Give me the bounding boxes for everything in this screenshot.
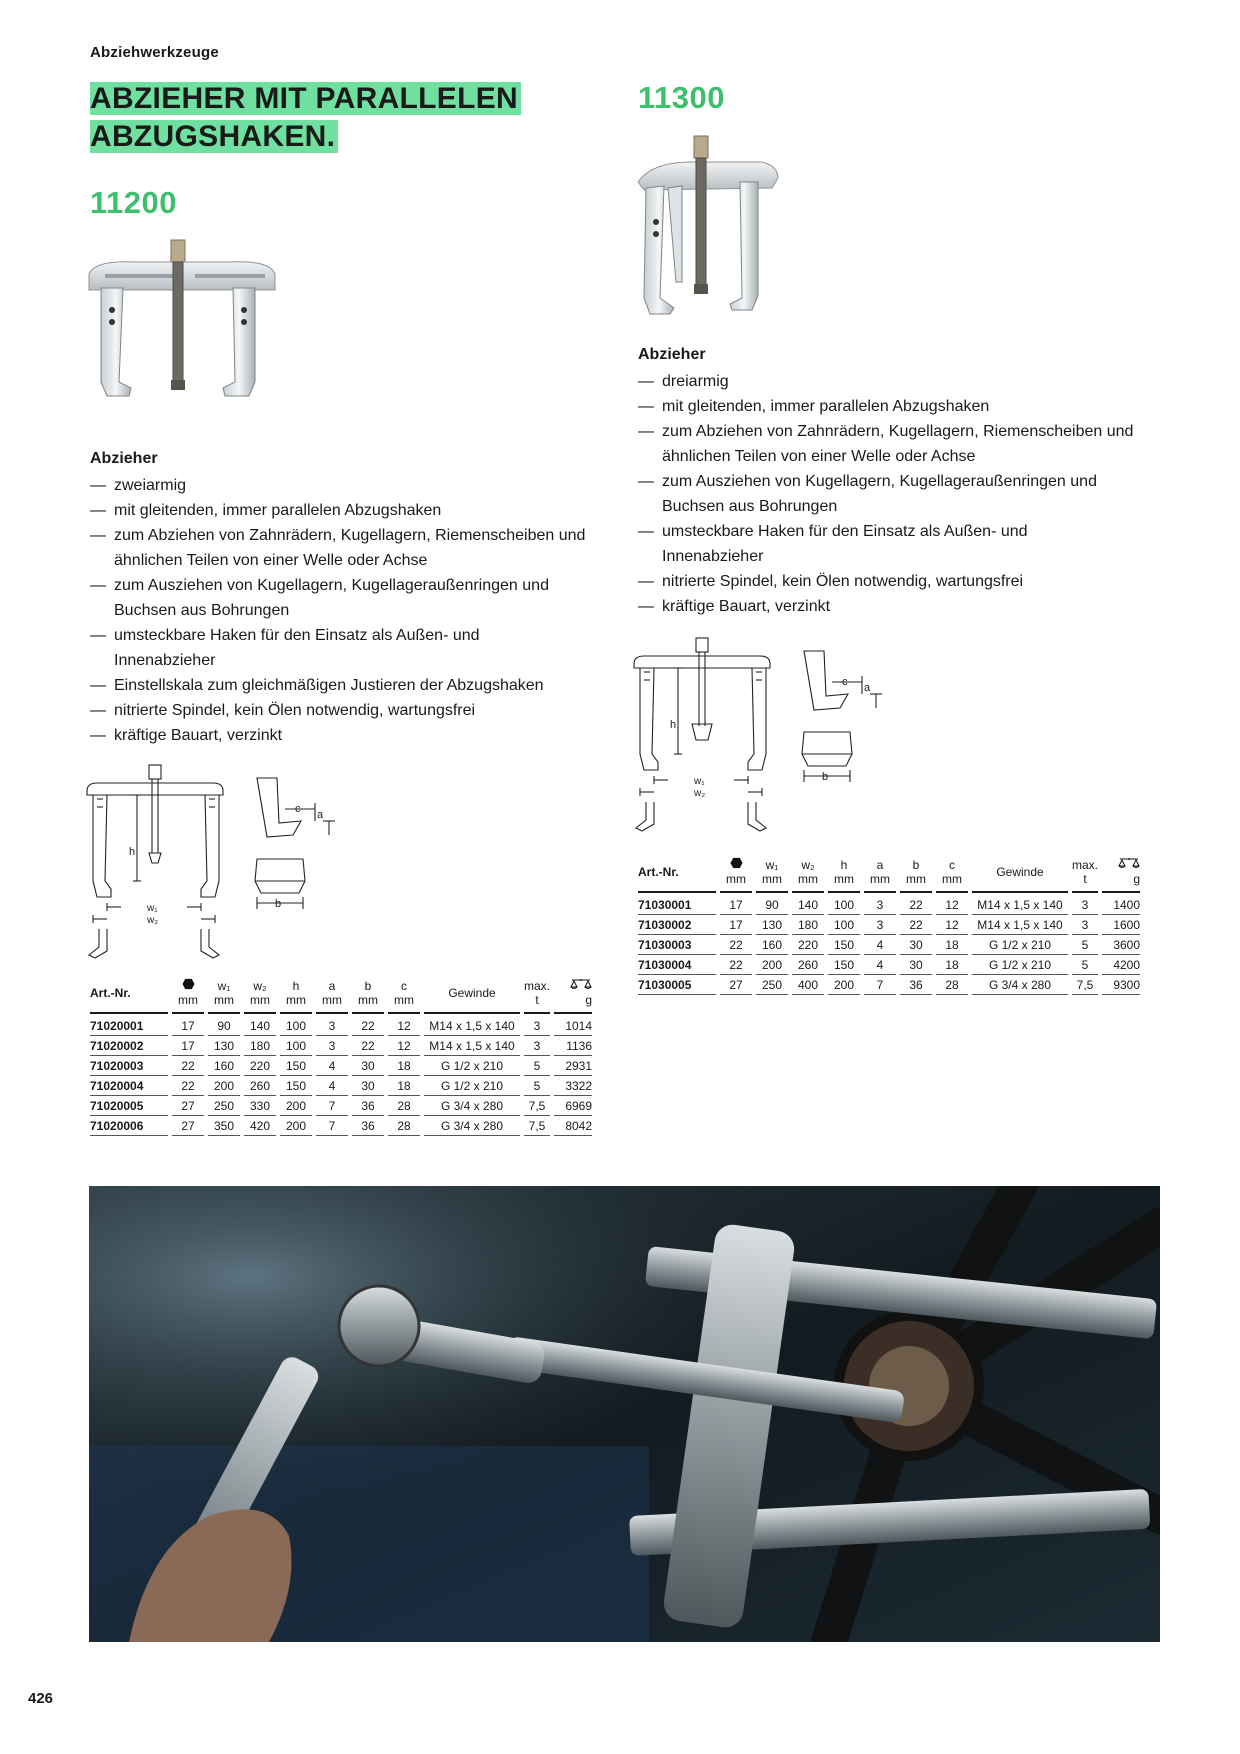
table-cell: 220 [792, 935, 824, 955]
table-cell: 90 [756, 893, 788, 915]
col-c: c mm [388, 978, 420, 1014]
spec-table-11200 [86, 978, 596, 1136]
table-cell: 7,5 [524, 1096, 550, 1116]
table-cell: M14 x 1,5 x 140 [424, 1036, 520, 1056]
col-weight: g [554, 978, 592, 1014]
table-cell: 28 [388, 1096, 420, 1116]
table-cell: 36 [352, 1116, 384, 1136]
col-h: h mm [280, 978, 312, 1014]
table-cell: 100 [280, 1014, 312, 1036]
article-number-cell: 71030002 [638, 915, 716, 935]
product-heading-11200: Abzieher [90, 450, 158, 467]
table-cell: 30 [900, 935, 932, 955]
hexagon-icon [182, 978, 195, 990]
table-cell: 200 [280, 1116, 312, 1136]
table-cell: 22 [352, 1036, 384, 1056]
table-cell: 12 [936, 915, 968, 935]
dim-label-h: h [129, 846, 136, 858]
table-cell: 17 [172, 1036, 204, 1056]
table-cell: 5 [1072, 955, 1098, 975]
dim-label-c: c [842, 676, 848, 688]
feature-item: — Einstellskala zum gleichmäßigen Justieren der Abzugshaken [90, 673, 600, 698]
article-number-cell: 71020006 [90, 1116, 168, 1136]
dim-label-w1: w₁ [694, 776, 705, 787]
table-row [90, 1036, 592, 1056]
feature-item: — zweiarmig [90, 473, 600, 498]
feature-list-11200 [90, 473, 600, 748]
table-cell: 140 [244, 1014, 276, 1036]
scale-icon [1118, 858, 1140, 869]
col-weight: g [1102, 857, 1140, 893]
col-key-size: mm [172, 978, 204, 1014]
article-number-cell: 71030001 [638, 893, 716, 915]
table-cell: 12 [936, 893, 968, 915]
table-cell: 4 [316, 1056, 348, 1076]
article-number-cell: 71030003 [638, 935, 716, 955]
table-cell: 7 [864, 975, 896, 995]
dim-label-c: c [295, 803, 301, 815]
table-cell: 3 [1072, 893, 1098, 915]
table-cell: 180 [244, 1036, 276, 1056]
three-arm-puller-image [632, 132, 782, 322]
table-cell: 3 [316, 1036, 348, 1056]
table-cell: 250 [208, 1096, 240, 1116]
table-cell: 30 [352, 1076, 384, 1096]
table-cell: 3 [864, 915, 896, 935]
feature-list-11300 [638, 369, 1148, 619]
table-cell: 4200 [1102, 955, 1140, 975]
col-art-nr: Art.-Nr. [90, 978, 168, 1014]
table-cell: 12 [388, 1036, 420, 1056]
table-cell: 100 [828, 893, 860, 915]
table-row [638, 935, 1140, 955]
table-cell: 150 [280, 1076, 312, 1096]
feature-item: — nitrierte Spindel, kein Ölen notwendig, wartungsfrei [90, 698, 600, 723]
hexagon-icon [730, 857, 743, 869]
table-cell: 3 [1072, 915, 1098, 935]
article-number-cell: 71020004 [90, 1076, 168, 1096]
table-cell: 5 [524, 1076, 550, 1096]
table-cell: 9300 [1102, 975, 1140, 995]
col-w1: w₁ mm [208, 978, 240, 1014]
puller-in-use-image [89, 1186, 1160, 1642]
page-number: 426 [28, 1690, 54, 1707]
feature-item: — mit gleitenden, immer parallelen Abzugshaken [90, 498, 600, 523]
table-cell: 350 [208, 1116, 240, 1136]
table-cell: 3 [524, 1036, 550, 1056]
article-number-cell: 71020005 [90, 1096, 168, 1116]
table-cell: G 1/2 x 210 [424, 1056, 520, 1076]
table-cell: 90 [208, 1014, 240, 1036]
table-cell: 150 [828, 955, 860, 975]
table-cell: 400 [792, 975, 824, 995]
table-cell: 18 [936, 935, 968, 955]
scale-icon [570, 979, 592, 990]
col-w2: w₂ mm [792, 857, 824, 893]
table-cell: 1600 [1102, 915, 1140, 935]
table-cell: 17 [720, 915, 752, 935]
table-cell: 260 [792, 955, 824, 975]
dim-label-w1: w₁ [147, 903, 158, 914]
product-heading-11300: Abzieher [638, 346, 706, 363]
table-row [638, 915, 1140, 935]
table-cell: 420 [244, 1116, 276, 1136]
dim-label-w2: w₂ [147, 915, 159, 926]
table-cell: 28 [388, 1116, 420, 1136]
table-row [90, 1056, 592, 1076]
table-cell: 5 [1072, 935, 1098, 955]
table-cell: 36 [900, 975, 932, 995]
table-cell: 30 [352, 1056, 384, 1076]
col-art-nr: Art.-Nr. [638, 857, 716, 893]
feature-item: — zum Abziehen von Zahnrädern, Kugellagern, Riemenscheiben und ähnlichen Teilen von einer Welle oder Achse [638, 419, 1148, 469]
table-cell: 30 [900, 955, 932, 975]
table-cell: 200 [828, 975, 860, 995]
table-cell: 160 [208, 1056, 240, 1076]
table-cell: G 1/2 x 210 [972, 935, 1068, 955]
dim-label-a: a [864, 682, 871, 694]
table-cell: 36 [352, 1096, 384, 1116]
table-row [90, 1096, 592, 1116]
product-code-11200: 11200 [90, 185, 177, 220]
table-cell: 18 [388, 1056, 420, 1076]
table-cell: 220 [244, 1056, 276, 1076]
feature-item: — nitrierte Spindel, kein Ölen notwendig, wartungsfrei [638, 569, 1148, 594]
table-cell: 7 [316, 1096, 348, 1116]
table-cell: 3 [316, 1014, 348, 1036]
table-cell: 180 [792, 915, 824, 935]
table-cell: 200 [756, 955, 788, 975]
article-number-cell: 71020001 [90, 1014, 168, 1036]
table-cell: 150 [280, 1056, 312, 1076]
table-cell: 3600 [1102, 935, 1140, 955]
table-cell: G 3/4 x 280 [424, 1096, 520, 1116]
table-cell: 130 [208, 1036, 240, 1056]
table-cell: 7,5 [524, 1116, 550, 1136]
table-header-row [90, 978, 592, 1014]
article-number-cell: 71020002 [90, 1036, 168, 1056]
col-a: a mm [316, 978, 348, 1014]
dim-label-b: b [822, 771, 829, 783]
dimension-drawing-11300 [632, 636, 892, 841]
table-cell: 250 [756, 975, 788, 995]
col-gewinde: Gewinde [424, 978, 520, 1014]
table-cell: M14 x 1,5 x 140 [424, 1014, 520, 1036]
table-row [90, 1116, 592, 1136]
table-row [638, 975, 1140, 995]
table-cell: 22 [900, 915, 932, 935]
table-cell: 3 [864, 893, 896, 915]
col-b: b mm [352, 978, 384, 1014]
table-cell: 22 [900, 893, 932, 915]
table-cell: M14 x 1,5 x 140 [972, 915, 1068, 935]
spec-table-11300 [634, 857, 1144, 995]
table-cell: 7 [316, 1116, 348, 1136]
table-cell: G 1/2 x 210 [424, 1076, 520, 1096]
table-cell: 17 [720, 893, 752, 915]
table-cell: 6969 [554, 1096, 592, 1116]
feature-item: — umsteckbare Haken für den Einsatz als Außen- und Innenabzieher [90, 623, 484, 673]
table-cell: 330 [244, 1096, 276, 1116]
table-cell: G 1/2 x 210 [972, 955, 1068, 975]
table-cell: 1400 [1102, 893, 1140, 915]
table-cell: 4 [316, 1076, 348, 1096]
col-a: a mm [864, 857, 896, 893]
table-cell: G 3/4 x 280 [972, 975, 1068, 995]
table-cell: 140 [792, 893, 824, 915]
page-headline: ABZIEHER MIT PARALLELEN ABZUGSHAKEN. [90, 80, 530, 156]
table-cell: 2931 [554, 1056, 592, 1076]
table-cell: 4 [864, 955, 896, 975]
feature-item: — mit gleitenden, immer parallelen Abzugshaken [638, 394, 1148, 419]
table-cell: 27 [172, 1096, 204, 1116]
table-cell: 22 [720, 955, 752, 975]
table-cell: 17 [172, 1014, 204, 1036]
table-cell: 18 [388, 1076, 420, 1096]
article-number-cell: 71020003 [90, 1056, 168, 1076]
table-cell: M14 x 1,5 x 140 [972, 893, 1068, 915]
table-cell: 22 [352, 1014, 384, 1036]
table-cell: 1136 [554, 1036, 592, 1056]
table-cell: 28 [936, 975, 968, 995]
table-row [90, 1076, 592, 1096]
section-title: Abziehwerkzeuge [90, 44, 219, 61]
feature-item: — kräftige Bauart, verzinkt [90, 723, 600, 748]
article-number-cell: 71030004 [638, 955, 716, 975]
spec-table-body [90, 1014, 592, 1136]
table-header-row [638, 857, 1140, 893]
spec-table-body [638, 893, 1140, 995]
feature-item: — dreiarmig [638, 369, 1148, 394]
table-cell: 7,5 [1072, 975, 1098, 995]
feature-item: — kräftige Bauart, verzinkt [638, 594, 1148, 619]
dim-label-a: a [317, 809, 324, 821]
feature-item: — umsteckbare Haken für den Einsatz als Außen- und Innenabzieher [638, 519, 1082, 569]
col-gewinde: Gewinde [972, 857, 1068, 893]
table-row [638, 955, 1140, 975]
article-number-cell: 71030005 [638, 975, 716, 995]
product-code-11300: 11300 [638, 80, 725, 115]
col-w1: w₁ mm [756, 857, 788, 893]
table-cell: 22 [720, 935, 752, 955]
table-cell: 200 [280, 1096, 312, 1116]
col-max-load: max. t [524, 978, 550, 1014]
col-key-size: mm [720, 857, 752, 893]
table-cell: 18 [936, 955, 968, 975]
table-cell: 8042 [554, 1116, 592, 1136]
table-row [638, 893, 1140, 915]
table-cell: 200 [208, 1076, 240, 1096]
table-cell: 1014 [554, 1014, 592, 1036]
table-cell: 130 [756, 915, 788, 935]
table-cell: 100 [828, 915, 860, 935]
table-cell: 260 [244, 1076, 276, 1096]
dim-label-w2: w₂ [694, 788, 706, 799]
table-cell: 3 [524, 1014, 550, 1036]
table-cell: 3322 [554, 1076, 592, 1096]
table-cell: 5 [524, 1056, 550, 1076]
table-cell: 27 [720, 975, 752, 995]
table-cell: 4 [864, 935, 896, 955]
col-c: c mm [936, 857, 968, 893]
col-h: h mm [828, 857, 860, 893]
workshop-photo [89, 1186, 1160, 1642]
table-cell: 27 [172, 1116, 204, 1136]
table-cell: 160 [756, 935, 788, 955]
feature-item: — zum Abziehen von Zahnrädern, Kugellagern, Riemenscheiben und ähnlichen Teilen von einer Welle oder Achse [90, 523, 600, 573]
table-cell: 150 [828, 935, 860, 955]
two-arm-puller-image [85, 232, 280, 412]
table-row [90, 1014, 592, 1036]
feature-item: — zum Ausziehen von Kugellagern, Kugellageraußenringen und Buchsen aus Bohrungen [638, 469, 1148, 519]
table-cell: 22 [172, 1076, 204, 1096]
dim-label-b: b [275, 898, 282, 910]
col-max-load: max. t [1072, 857, 1098, 893]
col-w2: w₂ mm [244, 978, 276, 1014]
table-cell: 22 [172, 1056, 204, 1076]
dimension-drawing-11200 [85, 763, 345, 968]
feature-item: — zum Ausziehen von Kugellagern, Kugellageraußenringen und Buchsen aus Bohrungen [90, 573, 600, 623]
col-b: b mm [900, 857, 932, 893]
table-cell: 12 [388, 1014, 420, 1036]
dim-label-h: h [670, 719, 677, 731]
table-cell: 100 [280, 1036, 312, 1056]
table-cell: G 3/4 x 280 [424, 1116, 520, 1136]
